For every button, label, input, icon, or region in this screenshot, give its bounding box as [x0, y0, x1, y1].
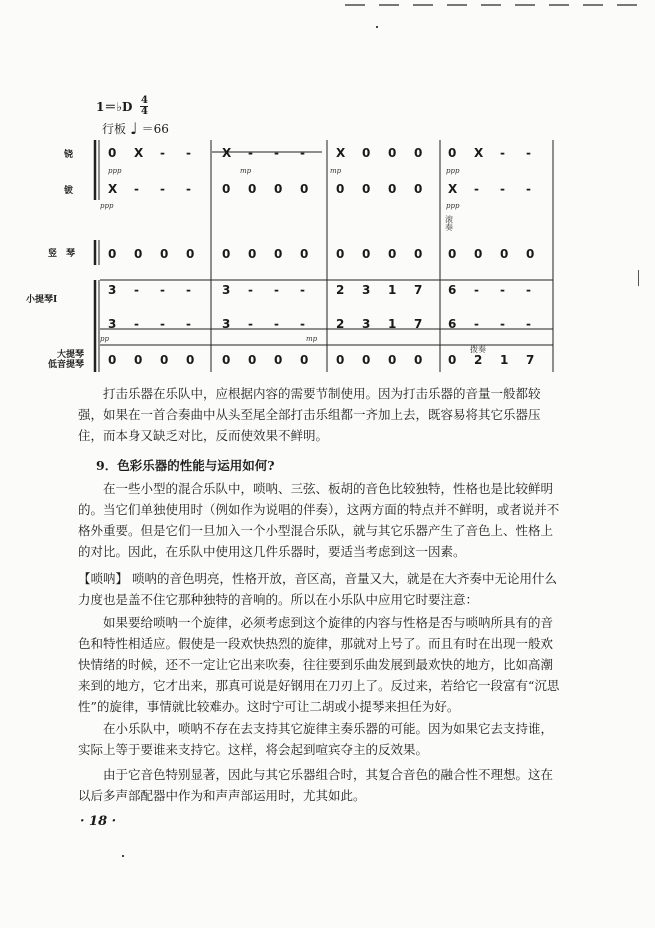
score-note: -: [274, 146, 279, 160]
paragraph-text: 由于它音色特别显著，因此与其它乐器组合时，其复合音色的融合性不理想。这在以后多声部配器中作为和声声部运用时，尤其如此。: [78, 767, 554, 803]
score-note: 0: [108, 146, 117, 160]
score-note: -: [526, 182, 531, 196]
score-note: -: [500, 317, 505, 331]
time-signature-bottom: 4: [140, 106, 148, 117]
score-note: 0: [388, 182, 397, 196]
score-note: -: [500, 182, 505, 196]
score-note: 0: [388, 146, 397, 160]
score-note: 0: [414, 247, 423, 261]
annotation-gun: 滚奏: [444, 215, 454, 231]
score-note: -: [500, 146, 505, 160]
score-note: 0: [222, 247, 231, 261]
score-note: 0: [474, 247, 483, 261]
score-note: -: [274, 283, 279, 297]
score-note: X: [448, 182, 458, 196]
paragraph-text: 如果要给唢呐一个旋律，必须考虑到这个旋律的内容与性格是否与唢呐所具有的音色和特性相适应。假使是一段欢快热烈的旋律，那就对上号了。而且有时在出现一般欢快情绪的时候，还不一定让它出来吹奏，往往要到乐曲发展到最欢快的地方，比如高潮来到的地方，它才出来，那真可说是好钢用在刀刃上了。反过来，若给它一段富有“沉思性”的旋律，事情就比较难办。这时宁可让二胡或小提琴来担任为好。: [78, 615, 560, 714]
score-note: -: [134, 317, 139, 331]
score-note: 3: [108, 283, 117, 297]
instrument-label-bo: 钹: [64, 186, 74, 196]
paragraph-percussion: [78, 383, 564, 446]
score-note: -: [160, 317, 165, 331]
score-note: 0: [448, 247, 457, 261]
score-note: -: [526, 283, 531, 297]
score-note: -: [526, 317, 531, 331]
score-note: 0: [448, 353, 457, 367]
score-note: 0: [362, 182, 371, 196]
score-note: -: [248, 146, 253, 160]
score-note: 0: [248, 182, 257, 196]
score-note: 0: [336, 353, 345, 367]
score-note: X: [336, 146, 346, 160]
dynamic-ppp: ppp: [446, 167, 460, 175]
score-note: X: [222, 146, 232, 160]
score-note: -: [186, 317, 191, 331]
score-note: 0: [500, 247, 509, 261]
paragraph-text: 【唢呐】 唢呐的音色明亮，性格开放，音区高，音量又大，就是在大齐奏中无论用什么力度也是盖不住它那种独特的音响的。所以在小乐队中应用它时要注意：: [78, 571, 557, 607]
score-note: 0: [160, 353, 169, 367]
score-note: 3: [362, 283, 371, 297]
paragraph-suona-support: [78, 718, 564, 760]
score-note: 0: [300, 182, 309, 196]
score-note: -: [160, 283, 165, 297]
score-note: 0: [134, 247, 143, 261]
annotation-bozou: 拨奏: [470, 345, 486, 354]
tempo-value: ＝66: [141, 122, 169, 136]
score-note: 0: [336, 247, 345, 261]
score-note: 0: [448, 146, 457, 160]
score-note: 0: [362, 353, 371, 367]
paragraph-suona-melody: [78, 612, 564, 717]
page-number: · 18 ·: [80, 814, 117, 829]
score-note: 2: [336, 317, 345, 331]
score-note: 0: [414, 182, 423, 196]
paragraph-text: 打击乐器在乐队中，应根据内容的需要节制使用。因为打击乐器的音量一般都较强，如果在一首合奏曲中从头至尾全部打击乐组都一齐加上去，既容易将其它乐器压住，而本身又缺乏对比，反而使效果不鲜明。: [78, 386, 541, 443]
score-note: 0: [336, 182, 345, 196]
score-note: 2: [336, 283, 345, 297]
score-note: 0: [388, 247, 397, 261]
score-note: 0: [248, 353, 257, 367]
score-note: -: [160, 146, 165, 160]
score-note: 1: [500, 353, 509, 367]
score-note: 0: [160, 247, 169, 261]
score-note: 7: [526, 353, 535, 367]
score-note: 0: [526, 247, 535, 261]
score-note: 3: [222, 283, 231, 297]
score-note: -: [186, 283, 191, 297]
dynamic-mp: mp: [330, 167, 342, 175]
score-note: 1: [388, 317, 397, 331]
score-note: -: [134, 182, 139, 196]
score-note: -: [248, 283, 253, 297]
score-note: 0: [388, 353, 397, 367]
score-note: X: [108, 182, 118, 196]
score-note: -: [526, 146, 531, 160]
score-note: 7: [414, 317, 423, 331]
score-note: 0: [274, 182, 283, 196]
score-note: -: [500, 283, 505, 297]
score-note: -: [300, 317, 305, 331]
score-note: 0: [300, 353, 309, 367]
score-note: 6: [448, 317, 457, 331]
instrument-label-harp: 竖 琴: [48, 249, 76, 259]
score-note: 0: [186, 353, 195, 367]
dynamic-ppp: ppp: [100, 202, 114, 210]
score-note: -: [474, 182, 479, 196]
scan-speck: [122, 855, 124, 857]
paragraph-color-instruments: [78, 478, 564, 562]
score-note: -: [160, 182, 165, 196]
score-note: -: [474, 283, 479, 297]
key-signature: 1＝♭D: [96, 100, 133, 114]
score-note: X: [474, 146, 484, 160]
score-note: 0: [108, 353, 117, 367]
score-note: -: [186, 146, 191, 160]
time-signature-top: 4: [140, 95, 148, 106]
section-heading: 9．色彩乐器的性能与运用如何?: [96, 458, 275, 473]
scan-speck: [376, 26, 378, 28]
score-note: -: [186, 182, 191, 196]
score-note: 0: [134, 353, 143, 367]
score-note: 3: [362, 317, 371, 331]
dynamic-ppp: ppp: [108, 167, 122, 175]
score-note: 3: [222, 317, 231, 331]
score-note: 0: [362, 146, 371, 160]
score-note: 7: [414, 283, 423, 297]
instrument-label-violin: 小提琴Ⅰ: [26, 295, 58, 305]
dynamic-mp: mp: [306, 335, 318, 343]
score-note: 6: [448, 283, 457, 297]
paragraph-suona-blend: [78, 764, 564, 806]
score-note: 3: [108, 317, 117, 331]
score-note: 0: [300, 247, 309, 261]
score-note: 0: [222, 182, 231, 196]
score-note: -: [300, 146, 305, 160]
score-note: -: [274, 317, 279, 331]
score-note: 0: [274, 353, 283, 367]
score-note: 0: [108, 247, 117, 261]
score-note: -: [474, 317, 479, 331]
score-note: -: [134, 283, 139, 297]
paragraph-text: 在一些小型的混合乐队中，唢呐、三弦、板胡的音色比较独特，性格也是比较鲜明的。当它们单独使用时（例如作为说唱的伴奏），这两方面的特点并不鲜明，或者说并不格外重要。但是它们一旦加入一个小型混合乐队，就与其它乐器产生了音色上、性格上的对比。因此，在乐队中使用这几件乐器时，要适当考虑到这一因素。: [78, 481, 560, 559]
score-note: 0: [248, 247, 257, 261]
dynamic-pp: pp: [100, 335, 109, 343]
quarter-note-icon: ♩: [130, 118, 138, 138]
score-note: 0: [414, 146, 423, 160]
dynamic-ppp: ppp: [446, 202, 460, 210]
instrument-label-nao: 铙: [64, 150, 74, 160]
score-notes: [108, 146, 534, 367]
paragraph-text: 在小乐队中，唢呐不存在去支持其它旋律主奏乐器的可能。因为如果它去支持谁，实际上等于要谁来支持它。这样，将会起到喧宾夺主的反效果。: [78, 721, 554, 757]
score-note: 0: [414, 353, 423, 367]
score-note: 1: [388, 283, 397, 297]
score-note: 0: [362, 247, 371, 261]
music-score: [0, 0, 655, 400]
score-note: -: [248, 317, 253, 331]
score-note: 0: [274, 247, 283, 261]
dynamic-mp: mp: [240, 167, 252, 175]
score-note: 0: [222, 353, 231, 367]
score-note: 0: [186, 247, 195, 261]
tempo-marking: 行板: [102, 122, 127, 136]
score-note: X: [134, 146, 144, 160]
instrument-label-cello-bass: 大提琴 低音提琴: [47, 350, 84, 370]
score-note: -: [300, 283, 305, 297]
paragraph-suona-intro: [78, 568, 564, 610]
score-note: 2: [474, 353, 483, 367]
margin-mark: [638, 270, 641, 286]
